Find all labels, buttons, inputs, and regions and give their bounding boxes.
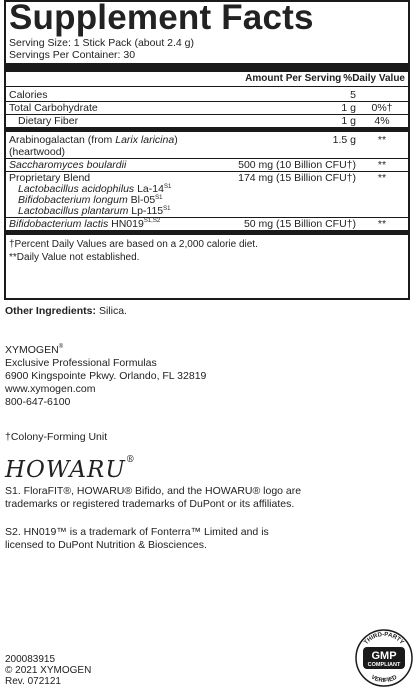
nutrient-amount: 174 mg (15 Billion CFU†) xyxy=(238,172,356,184)
nutrient-name: Bifidobacterium lactis $HN019^{S1,S2}$ xyxy=(9,218,161,230)
servings-per-container: Servings Per Container: 30 xyxy=(9,49,136,61)
blend-ingredient: Lactobacillus acidophilus $La-14^{S1}$ xyxy=(18,183,172,195)
trademark-note-s1: S1. FloraFIT®, HOWARU® Bifido, and the HOWARU® logo are trademarks or registered trademarks of DuPont or its affiliates. xyxy=(5,485,302,510)
nutrient-dv xyxy=(356,89,408,101)
trademark-note-s2: S2. HN019™ is a trademark of Fonterra™ Limited and is licensed to DuPont Nutrition & Biosciences. xyxy=(5,526,269,551)
svg-text:VERIFIED xyxy=(370,674,399,684)
medium-divider xyxy=(6,230,408,235)
nutrient-amount: 1 g xyxy=(341,102,356,114)
medium-divider xyxy=(6,127,408,132)
gmp-seal-label: GMP xyxy=(371,650,397,662)
gmp-seal-bottom-text: VERIFIED xyxy=(369,674,399,685)
lot-number: 200083915 xyxy=(5,654,56,665)
nutrient-name: Saccharomyces boulardii xyxy=(9,159,127,171)
amount-header: Amount Per Serving xyxy=(245,73,342,84)
nutrient-name: Total Carbohydrate xyxy=(9,102,98,114)
company-info: XYMOGEN® Exclusive Professional Formulas 6900 Kingspointe Pkwy. Orlando, FL 32819 www.xymogen.com 800-647-6100 xyxy=(5,344,207,408)
footnote-not-established: **Daily Value not established. xyxy=(9,252,140,263)
nutrient-row xyxy=(6,101,408,114)
nutrient-amount: 50 mg (15 Billion CFU†) xyxy=(243,218,356,230)
other-ingredients: Other Ingredients: Silica. xyxy=(5,305,127,317)
nutrient-name: Calories xyxy=(9,89,48,101)
nutrient-dv: ** xyxy=(377,134,387,146)
company-name: XYMOGEN xyxy=(5,344,59,356)
nutrient-amount: 500 mg (10 Billion CFU†) xyxy=(238,159,356,171)
cfu-note: †Colony-Forming Unit xyxy=(5,431,108,443)
gmp-seal-sublabel: COMPLIANT xyxy=(367,662,401,668)
nutrient-row xyxy=(6,114,408,127)
nutrient-name: Dietary Fiber xyxy=(18,115,79,127)
supplement-facts-panel xyxy=(4,0,410,300)
nutrient-amount: 5 xyxy=(350,89,356,101)
panel-title: Supplement Facts xyxy=(9,0,314,37)
thick-divider xyxy=(6,63,408,72)
nutrient-amount: 1.5 g xyxy=(332,134,356,146)
column-header xyxy=(6,72,408,87)
footnote-dv: †Percent Daily Values are based on a 2,000 calorie diet. xyxy=(9,239,258,250)
nutrient-dv: ** xyxy=(377,159,387,171)
nutrient-amount: 1 g xyxy=(341,115,356,127)
company-tagline: Exclusive Professional Formulas xyxy=(5,357,157,369)
nutrient-dv: 4% xyxy=(374,115,390,127)
dv-header: %Daily Value xyxy=(343,73,405,84)
nutrient-name: Proprietary Blend xyxy=(9,172,91,184)
company-phone: 800-647-6100 xyxy=(5,396,71,408)
footer-lot-info xyxy=(5,654,91,687)
company-address: 6900 Kingspointe Pkwy. Orlando, FL 32819 xyxy=(5,370,207,382)
blend-ingredient: Lactobacillus plantarum $Lp-115^{S1}$ xyxy=(18,205,171,217)
nutrient-dv: ** xyxy=(377,218,387,230)
serving-size: Serving Size: 1 Stick Pack (about 2.4 g) xyxy=(9,37,195,49)
nutrient-dv: ** xyxy=(377,172,387,184)
nutrient-dv: 0%† xyxy=(371,102,393,114)
nutrient-row xyxy=(6,217,408,230)
revision: Rev. 072121 xyxy=(5,676,61,687)
nutrient-row xyxy=(6,134,408,158)
footnotes xyxy=(6,238,408,264)
gmp-seal-top-text: THIRD-PARTY xyxy=(363,631,405,647)
nutrient-name: Arabinogalactan (from Larix laricina)(heartwood) xyxy=(9,134,178,158)
blend-ingredient: Bifidobacterium longum $Bl-05^{S1}$ xyxy=(18,194,163,206)
gmp-seal-icon xyxy=(354,628,414,688)
nutrient-row xyxy=(6,89,408,101)
nutrient-row xyxy=(6,158,408,171)
company-website: www.xymogen.com xyxy=(5,383,96,395)
howaru-logo: HOWARU® xyxy=(5,455,136,483)
copyright: © 2021 XYMOGEN xyxy=(5,665,92,676)
